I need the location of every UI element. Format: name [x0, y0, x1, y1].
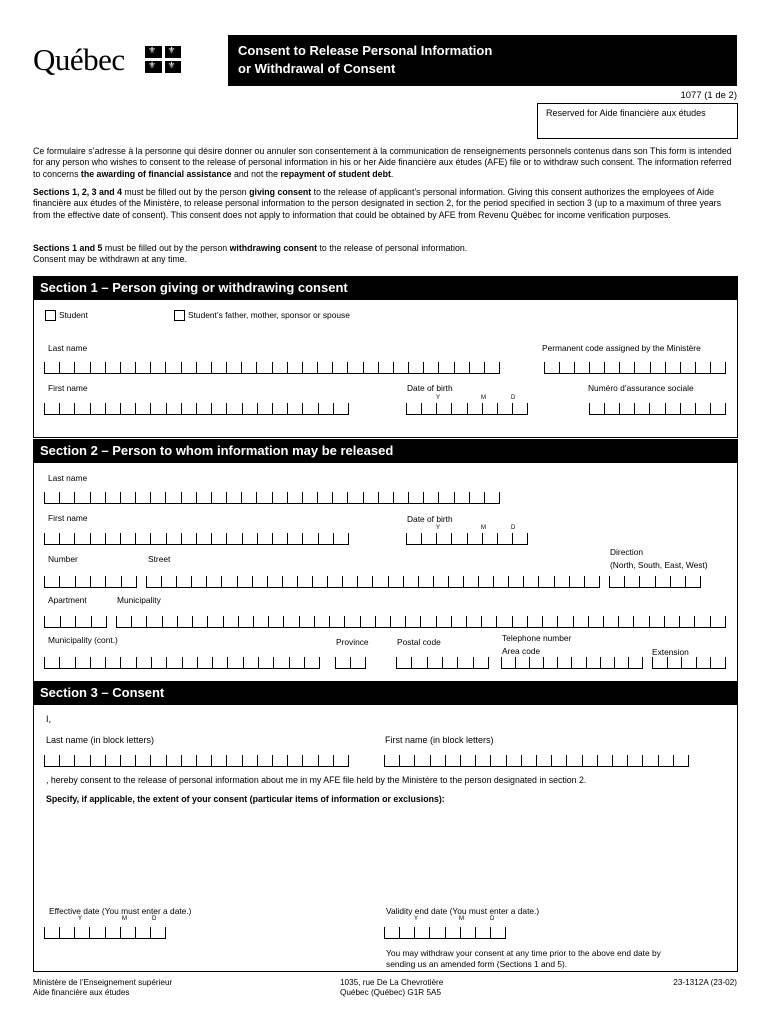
footer-ministry: Ministère de l’Enseignement supérieur Aide financière aux études	[33, 978, 173, 997]
number-field[interactable]	[44, 576, 137, 588]
student-checkbox[interactable]	[45, 310, 56, 321]
s1-first-name-label: First name	[48, 383, 88, 393]
municipality-label: Municipality	[117, 595, 161, 605]
number-label: Number	[48, 554, 78, 564]
student-option[interactable]: Student	[45, 310, 88, 321]
street-field[interactable]	[146, 576, 600, 588]
specify-label: Specify, if applicable, the extent of your consent (particular items of information or exclusions):	[46, 794, 445, 804]
s2-first-name-label: First name	[48, 513, 88, 523]
municipality-field[interactable]	[116, 616, 726, 628]
s1-sin-label: Numéro d’assurance sociale	[588, 383, 694, 393]
reserved-box: Reserved for Aide financière aux études	[537, 103, 738, 139]
s2-dob-field[interactable]	[406, 533, 528, 545]
s2-last-name-field[interactable]	[44, 492, 500, 504]
specify-area[interactable]	[46, 808, 726, 900]
s3-first-name-field[interactable]	[384, 755, 689, 767]
s2-last-name-label: Last name	[48, 473, 88, 483]
apartment-field[interactable]	[44, 616, 107, 628]
telephone-label: Telephone number	[502, 633, 572, 643]
val-m-label: M	[459, 916, 464, 922]
eff-m-label: M	[122, 916, 127, 922]
form-title	[228, 35, 737, 86]
footer-code: 23-1312A (23-02)	[673, 978, 737, 987]
parent-checkbox[interactable]	[174, 310, 185, 321]
effective-date-label: Effective date (You must enter a date.)	[49, 906, 192, 916]
val-y-label: Y	[414, 916, 419, 922]
intro-paragraph-3: Sections 1 and 5 must be filled out by the person withdrawing consent to the release of personal information. Consent may be withdrawn at any time.	[33, 243, 468, 265]
direction-field[interactable]	[609, 576, 701, 588]
intro-paragraph-2: Sections 1, 2, 3 and 4 must be filled out by the person giving consent to the release of applicant’s personal information. Giving this consent authorizes the employees of Aide financière aux études of the Ministère, to release personal information to the person designated in section 2, for the period specified in section 3 (up to a maximum of three years from the effective date of consent). This consent does not apply to information that could be obtained by AFE from Revenu Québec for income verification purposes.	[33, 187, 722, 220]
validity-date-field[interactable]	[384, 927, 506, 939]
withdraw-note: You may withdraw your consent at any time prior to the above end date by sending us an amended form (Sections 1 and 5).	[386, 948, 661, 969]
province-field[interactable]	[335, 657, 366, 669]
s2-d-label: D	[511, 525, 516, 531]
section-3-header: Section 3 – Consent	[33, 681, 738, 705]
postal-code-field[interactable]	[396, 657, 489, 669]
area-code-label: Area code	[502, 646, 541, 656]
s1-d-label: D	[511, 395, 516, 401]
validity-date-label: Validity end date (You must enter a date.)	[386, 906, 540, 916]
extension-field[interactable]	[652, 657, 726, 669]
s1-perm-code-field[interactable]	[544, 362, 726, 374]
s1-y-label: Y	[436, 395, 441, 401]
section-2-header: Section 2 – Person to whom information may be released	[33, 439, 738, 463]
municipality-cont-label: Municipality (cont.)	[48, 635, 118, 645]
extension-label: Extension	[652, 647, 689, 657]
eff-y-label: Y	[78, 916, 83, 922]
s1-sin-field[interactable]	[589, 403, 726, 415]
province-label: Province	[336, 637, 369, 647]
s1-perm-code-label: Permanent code assigned by the Ministère	[542, 343, 701, 353]
title-line-1: Consent to Release Personal Information	[238, 43, 493, 58]
form-number: 1077 (1 de 2)	[680, 90, 737, 101]
s1-dob-label: Date of birth	[407, 383, 453, 393]
parent-option[interactable]: Student’s father, mother, sponsor or spouse	[174, 310, 350, 321]
apartment-label: Apartment	[48, 595, 87, 605]
street-label: Street	[148, 554, 171, 564]
i-label: I,	[46, 714, 52, 724]
quebec-flag-icon	[145, 46, 181, 73]
s2-first-name-field[interactable]	[44, 533, 349, 545]
s3-last-name-field[interactable]	[44, 755, 349, 767]
s2-m-label: M	[481, 525, 486, 531]
s1-m-label: M	[481, 395, 486, 401]
s1-dob-field[interactable]	[406, 403, 528, 415]
section-1-header: Section 1 – Person giving or withdrawing consent	[33, 276, 738, 300]
consent-statement: , hereby consent to the release of personal information about me in my AFE file held by the Ministère to the person designated in section 2.	[46, 775, 587, 785]
direction-label: Direction	[610, 547, 644, 557]
s2-dob-label: Date of birth	[407, 514, 453, 524]
postal-code-label: Postal code	[397, 637, 441, 647]
telephone-field[interactable]	[501, 657, 643, 669]
title-line-2: or Withdrawal of Consent	[238, 61, 396, 76]
s1-last-name-label: Last name	[48, 343, 88, 353]
quebec-logo: Québec	[33, 42, 125, 77]
s1-last-name-field[interactable]	[44, 362, 500, 374]
s3-last-name-label: Last name (in block letters)	[46, 735, 155, 745]
s3-first-name-label: First name (in block letters)	[385, 735, 494, 745]
intro-paragraph-1: Ce formulaire s’adresse à la personne qui désire donner ou annuler son consentement à la communication de renseignements personnels contenus dans son This form is intended for any person who wishes to consent to the release of personal information in his or her Aide financière aux études (AFE) file or to withdraw such consent. The information referred to concerns the awarding of financial assistance and not the repayment of student debt.	[33, 146, 732, 179]
val-d-label: D	[490, 916, 495, 922]
municipality-cont-field[interactable]	[44, 657, 320, 669]
footer-address: 1035, rue De La Chevrotière Québec (Québec) G1R 5A5	[340, 978, 444, 997]
effective-date-field[interactable]	[44, 927, 166, 939]
direction-options: (North, South, East, West)	[610, 560, 708, 570]
s2-y-label: Y	[436, 525, 441, 531]
s1-first-name-field[interactable]	[44, 403, 349, 415]
eff-d-label: D	[152, 916, 157, 922]
